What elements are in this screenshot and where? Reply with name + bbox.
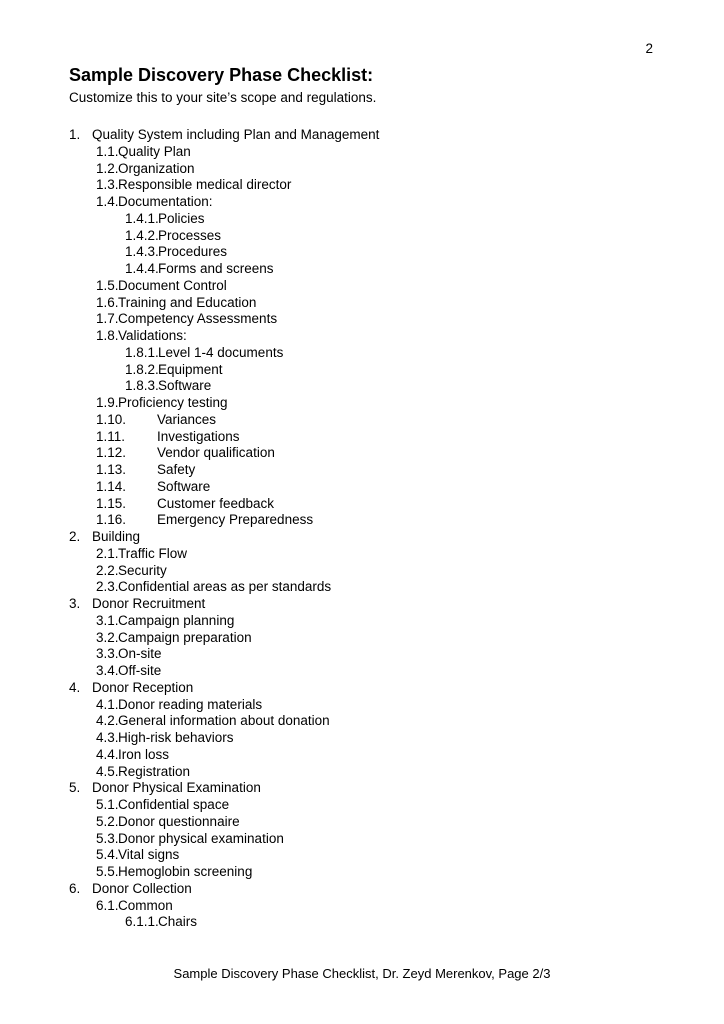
list-item-number: 1.11. <box>96 428 126 444</box>
list-item <box>69 713 679 730</box>
list-item-text: Off-site <box>118 663 162 678</box>
list-item-text: Confidential areas as per standards <box>118 579 332 595</box>
list-item-number: 3.4. <box>96 663 119 678</box>
list-item <box>69 797 679 814</box>
list-item-number: 5.1. <box>96 797 119 812</box>
list-item-text: Donor Collection <box>92 880 192 896</box>
list-item-number: 2. <box>69 529 81 544</box>
checklist <box>69 127 679 931</box>
list-item <box>69 663 679 680</box>
list-item-text: General information about donation <box>118 713 330 729</box>
list-item-text: Equipment <box>158 361 223 377</box>
list-item <box>69 630 679 647</box>
list-item-number: 4.3. <box>96 730 119 745</box>
list-item-number: 5. <box>69 780 81 796</box>
list-item <box>69 194 679 211</box>
list-item <box>69 362 679 379</box>
list-item <box>69 529 679 546</box>
list-item <box>69 914 679 931</box>
list-item-number: 3. <box>69 596 81 611</box>
list-item-number: 1.13. <box>96 462 127 477</box>
list-item-number: 4.2. <box>96 713 119 729</box>
list-item-number: 1.8.2. <box>125 361 159 377</box>
list-item-number: 5.5. <box>96 864 119 879</box>
list-item-text: Vendor qualification <box>157 445 275 461</box>
list-item <box>69 881 679 898</box>
list-item <box>69 596 679 613</box>
list-item <box>69 546 679 563</box>
list-item-text: Donor questionnaire <box>118 813 240 829</box>
list-item-text: Building <box>92 529 141 544</box>
list-item <box>69 847 679 864</box>
list-item-text: Campaign planning <box>118 612 235 628</box>
list-item-number: 1.8. <box>96 328 119 343</box>
list-item <box>69 613 679 630</box>
list-item <box>69 864 679 881</box>
list-item-text: Quality Plan <box>118 143 191 159</box>
list-item-number: 1.4.1. <box>125 210 159 226</box>
list-item <box>69 512 679 529</box>
list-item-text: Donor Physical Examination <box>92 780 261 796</box>
list-item-number: 3.1. <box>96 612 119 628</box>
list-item-number: 1.4.2. <box>125 227 159 243</box>
list-item-text: Safety <box>157 462 196 477</box>
list-item-text: High-risk behaviors <box>118 730 234 745</box>
list-item-text: Processes <box>158 227 222 243</box>
list-item-text: Hemoglobin screening <box>118 864 253 879</box>
list-item-number: 1.16. <box>96 512 127 528</box>
list-item <box>69 429 679 446</box>
list-item-text: Registration <box>118 763 191 779</box>
list-item-number: 6. <box>69 880 81 896</box>
list-item-number: 3.3. <box>96 646 119 662</box>
page-footer: Sample Discovery Phase Checklist, Dr. Zeyd Merenkov, Page 2/3 <box>173 966 551 981</box>
list-item-number: 1.12. <box>96 445 127 461</box>
list-item-text: Vital signs <box>118 847 180 863</box>
page-number: 2 <box>645 41 653 56</box>
list-item <box>69 228 679 245</box>
list-item-number: 1.6. <box>96 294 119 310</box>
list-item-text: Documentation: <box>118 194 213 209</box>
list-item-number: 4.4. <box>96 746 119 762</box>
list-item-number: 4. <box>69 679 81 695</box>
list-item-number: 1.15. <box>96 495 127 511</box>
list-item-text: Security <box>118 562 167 578</box>
list-item <box>69 161 679 178</box>
list-item-text: Investigations <box>157 428 240 444</box>
list-item-number: 5.3. <box>96 830 119 846</box>
list-item-number: 6.1.1. <box>125 914 159 930</box>
list-item-number: 5.2. <box>96 813 119 829</box>
list-item-text: On-site <box>118 646 162 662</box>
list-item-text: Confidential space <box>118 797 230 812</box>
list-item <box>69 563 679 580</box>
list-item <box>69 730 679 747</box>
list-item-text: Competency Assessments <box>118 311 278 327</box>
list-item <box>69 295 679 312</box>
list-item-text: Organization <box>118 160 195 176</box>
list-item-number: 1.8.3. <box>125 378 159 394</box>
list-item-text: Document Control <box>118 277 227 293</box>
list-item-text: Donor physical examination <box>118 830 284 846</box>
list-item-number: 1.3. <box>96 177 119 193</box>
list-item <box>69 496 679 513</box>
list-item-number: 1.10. <box>96 411 127 427</box>
list-item <box>69 462 679 479</box>
list-item <box>69 680 679 697</box>
list-item <box>69 261 679 278</box>
list-item-text: Donor Reception <box>92 679 194 695</box>
list-item-number: 6.1. <box>96 897 119 913</box>
list-item-number: 1.4.3. <box>125 244 159 260</box>
list-item-number: 1.8.1. <box>125 344 159 360</box>
list-item <box>69 311 679 328</box>
list-item-number: 1.1. <box>96 143 119 159</box>
list-item <box>69 579 679 596</box>
list-item <box>69 244 679 261</box>
list-item-text: Iron loss <box>118 746 170 762</box>
list-item-number: 2.2. <box>96 562 119 578</box>
list-item-text: Forms and screens <box>158 261 274 276</box>
list-item-text: Software <box>157 478 211 494</box>
list-item-number: 2.3. <box>96 579 119 595</box>
list-item <box>69 445 679 462</box>
list-item-text: Quality System including Plan and Management <box>92 127 380 142</box>
list-item <box>69 177 679 194</box>
list-item-text: Level 1-4 documents <box>158 344 284 360</box>
list-item-text: Policies <box>158 210 205 226</box>
list-item <box>69 814 679 831</box>
list-item-number: 2.1. <box>96 545 119 561</box>
list-item <box>69 697 679 714</box>
list-item-text: Donor Recruitment <box>92 596 206 611</box>
list-item-text: Proficiency testing <box>118 395 228 410</box>
list-item <box>69 764 679 781</box>
list-item-number: 1.7. <box>96 311 119 327</box>
list-item-text: Validations: <box>118 328 187 343</box>
list-item-number: 1.4. <box>96 194 119 209</box>
list-item-number: 1.4.4. <box>125 261 159 276</box>
page-subtitle: Customize this to your site’s scope and regulations. <box>69 90 377 105</box>
list-item <box>69 479 679 496</box>
list-item-number: 1.2. <box>96 160 119 176</box>
list-item <box>69 328 679 345</box>
list-item <box>69 395 679 412</box>
list-item-number: 4.5. <box>96 763 119 779</box>
list-item-number: 1. <box>69 127 81 142</box>
list-item <box>69 278 679 295</box>
list-item-text: Campaign preparation <box>118 629 252 645</box>
list-item-text: Traffic Flow <box>118 545 188 561</box>
list-item-number: 1.5. <box>96 277 119 293</box>
list-item-text: Emergency Preparedness <box>157 512 314 528</box>
list-item <box>69 831 679 848</box>
list-item-number: 4.1. <box>96 696 119 712</box>
list-item-text: Procedures <box>158 244 228 260</box>
list-item <box>69 747 679 764</box>
list-item-number: 1.14. <box>96 478 127 494</box>
list-item-text: Donor reading materials <box>118 696 263 712</box>
list-item-text: Responsible medical director <box>118 177 292 193</box>
list-item-text: Variances <box>157 411 217 427</box>
list-item <box>69 378 679 395</box>
list-item-text: Common <box>118 897 173 913</box>
list-item <box>69 646 679 663</box>
document-content <box>69 64 679 931</box>
list-item <box>69 144 679 161</box>
list-item <box>69 412 679 429</box>
list-item-text: Customer feedback <box>157 495 275 511</box>
page-title: Sample Discovery Phase Checklist: <box>69 65 374 85</box>
list-item <box>69 211 679 228</box>
list-item <box>69 898 679 915</box>
list-item <box>69 127 679 144</box>
list-item-number: 5.4. <box>96 847 119 863</box>
list-item <box>69 345 679 362</box>
list-item <box>69 780 679 797</box>
list-item-text: Chairs <box>158 914 198 930</box>
list-item-text: Software <box>158 378 212 394</box>
list-item-text: Training and Education <box>118 294 257 310</box>
list-item-number: 3.2. <box>96 629 119 645</box>
list-item-number: 1.9. <box>96 395 119 410</box>
